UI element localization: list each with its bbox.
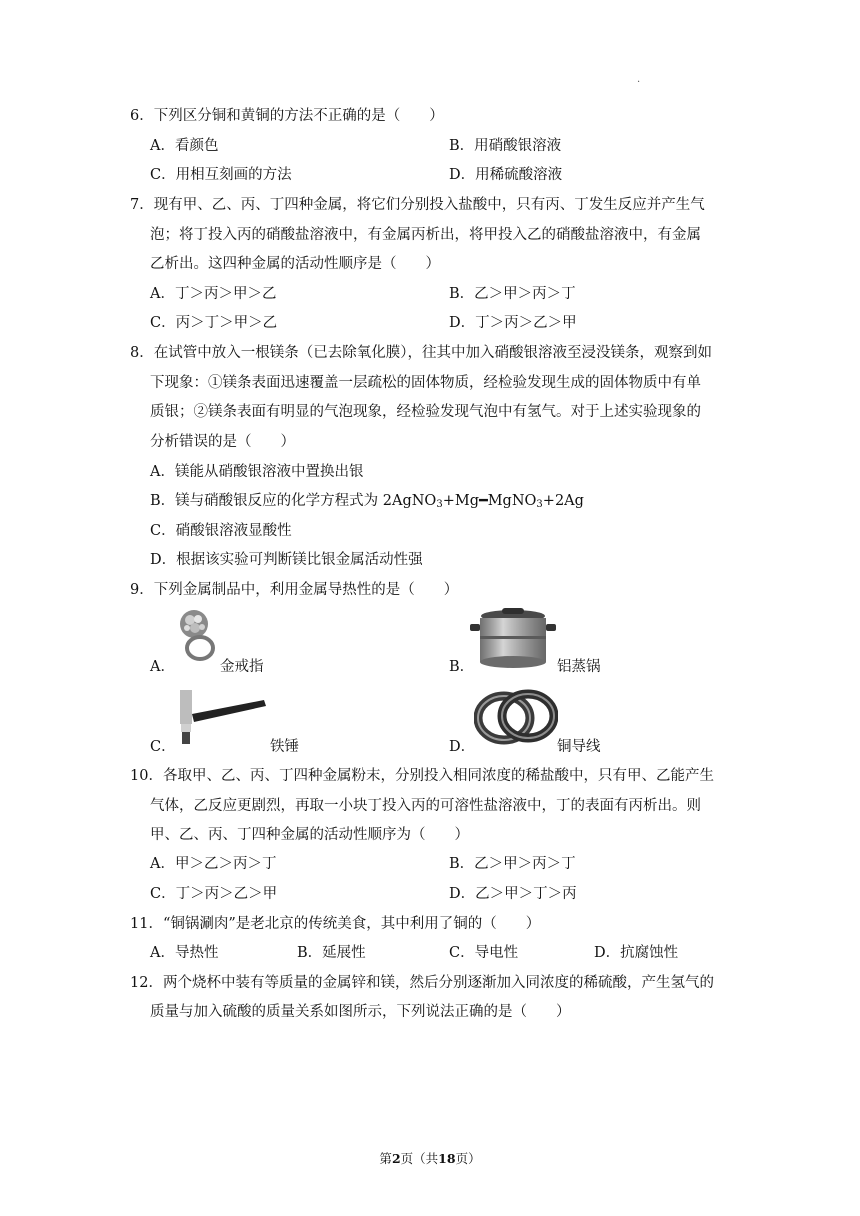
- q7-stem-line3: 乙析出。这四种金属的活动性顺序是（ ）: [150, 256, 440, 272]
- q7-option-b: B．乙＞甲＞丙＞丁: [449, 286, 576, 302]
- q7-option-c: C．丙＞丁＞甲＞乙: [150, 315, 278, 331]
- footer-post: 页）: [455, 1151, 481, 1166]
- q8-stem-line3: 质银；②镁条表面有明显的气泡现象，经检验发现气泡中有氢气。对于上述实验现象的: [150, 404, 701, 420]
- footer-pre: 第: [379, 1151, 392, 1166]
- q9-option-b-letter: B．: [449, 659, 475, 675]
- q8-option-c: C．硝酸银溶液显酸性: [150, 523, 292, 539]
- q9-option-a-label: 金戒指: [220, 659, 264, 675]
- q9-option-d-letter: D．: [449, 739, 476, 755]
- q10-stem-line3: 甲、乙、丙、丁四种金属的活动性顺序为（ ）: [150, 827, 469, 843]
- q11-option-d: D．抗腐蚀性: [594, 945, 679, 961]
- iron-hammer-image: [176, 688, 268, 748]
- q8-b-post: +2Ag: [542, 493, 584, 509]
- q8-option-b: [150, 489, 584, 510]
- q9-option-b-label: 铝蒸锅: [557, 659, 601, 675]
- q6-option-a: A．看颜色: [150, 138, 219, 154]
- q11-option-b: B．延展性: [297, 945, 366, 961]
- q8-stem-line2: 下现象：①镁条表面迅速覆盖一层疏松的固体物质，经检验发现生成的固体物质中有单: [150, 375, 701, 391]
- q11-stem: 11．“铜锅涮肉”是老北京的传统美食，其中利用了铜的（ ）: [130, 916, 541, 932]
- q10-option-d: D．乙＞甲＞丁＞丙: [449, 886, 577, 902]
- q8-stem-line4: 分析错误的是（ ）: [150, 434, 295, 450]
- q10-option-b: B．乙＞甲＞丙＞丁: [449, 856, 576, 872]
- q8-b-sub2: 3: [536, 499, 543, 510]
- q7-option-d: D．丁＞丙＞乙＞甲: [449, 315, 577, 331]
- gold-ring-image: [176, 606, 216, 664]
- footer-mid: 页（共: [400, 1151, 439, 1166]
- q12-stem-line2: 质量与加入硫酸的质量关系如图所示，下列说法正确的是（ ）: [150, 1004, 571, 1020]
- q9-option-a-letter: A．: [150, 659, 175, 675]
- q6-stem: 6．下列区分铜和黄铜的方法不正确的是（ ）: [130, 108, 444, 124]
- q6-option-d: D．用稀硫酸溶液: [449, 167, 563, 183]
- q6-option-c: C．用相互刻画的方法: [150, 167, 292, 183]
- q9-option-c-letter: C．: [150, 739, 176, 755]
- header-mark: .: [637, 74, 641, 85]
- q10-stem-line2: 气体，乙反应更剧烈，再取一小块丁投入丙的可溶性盐溶液中，丁的表面有丙析出。则: [150, 798, 701, 814]
- q8-option-d: D．根据该实验可判断镁比银金属活动性强: [150, 552, 423, 568]
- q10-option-a: A．甲＞乙＞丙＞丁: [150, 856, 277, 872]
- q12-stem-line1: 12．两个烧杯中装有等质量的金属锌和镁，然后分别逐渐加入同浓度的稀硫酸，产生氢气的: [130, 975, 714, 991]
- q8-stem-line1: 8．在试管中放入一根镁条（已去除氧化膜），往其中加入硝酸银溶液至浸没镁条，观察到如: [130, 345, 712, 361]
- q11-option-c: C．导电性: [449, 945, 519, 961]
- copper-wire-image: [474, 686, 558, 748]
- q10-stem-line1: 10．各取甲、乙、丙、丁四种金属粉末，分别投入相同浓度的稀盐酸中，只有甲、乙能产生: [130, 768, 714, 784]
- q9-option-d-label: 铜导线: [557, 739, 601, 755]
- q8-b-text: B．镁与硝酸银反应的化学方程式为 2AgNO: [150, 493, 437, 509]
- q11-option-a: A．导热性: [150, 945, 219, 961]
- q8-b-sub1: 3: [436, 499, 443, 510]
- q10-option-c: C．丁＞丙＞乙＞甲: [150, 886, 278, 902]
- footer-page-number: 2: [391, 1151, 401, 1166]
- q6-option-b: B．用硝酸银溶液: [449, 138, 562, 154]
- q9-option-c-label: 铁锤: [270, 739, 299, 755]
- q7-stem-line1: 7．现有甲、乙、丙、丁四种金属，将它们分别投入盐酸中，只有丙、丁发生反应并产生气: [130, 197, 705, 213]
- footer-total-pages: 18: [438, 1151, 456, 1166]
- q8-option-a: A．镁能从硝酸银溶液中置换出银: [150, 464, 364, 480]
- q7-stem-line2: 泡；将丁投入丙的硝酸盐溶液中，有金属丙析出，将甲投入乙的硝酸盐溶液中，有金属: [150, 227, 701, 243]
- q9-stem: 9．下列金属制品中，利用金属导热性的是（ ）: [130, 582, 459, 598]
- q8-b-mid: +Mg━MgNO: [442, 493, 537, 509]
- q7-option-a: A．丁＞丙＞甲＞乙: [150, 286, 277, 302]
- page-footer: [0, 1149, 860, 1167]
- steamer-pot-image: [470, 608, 556, 670]
